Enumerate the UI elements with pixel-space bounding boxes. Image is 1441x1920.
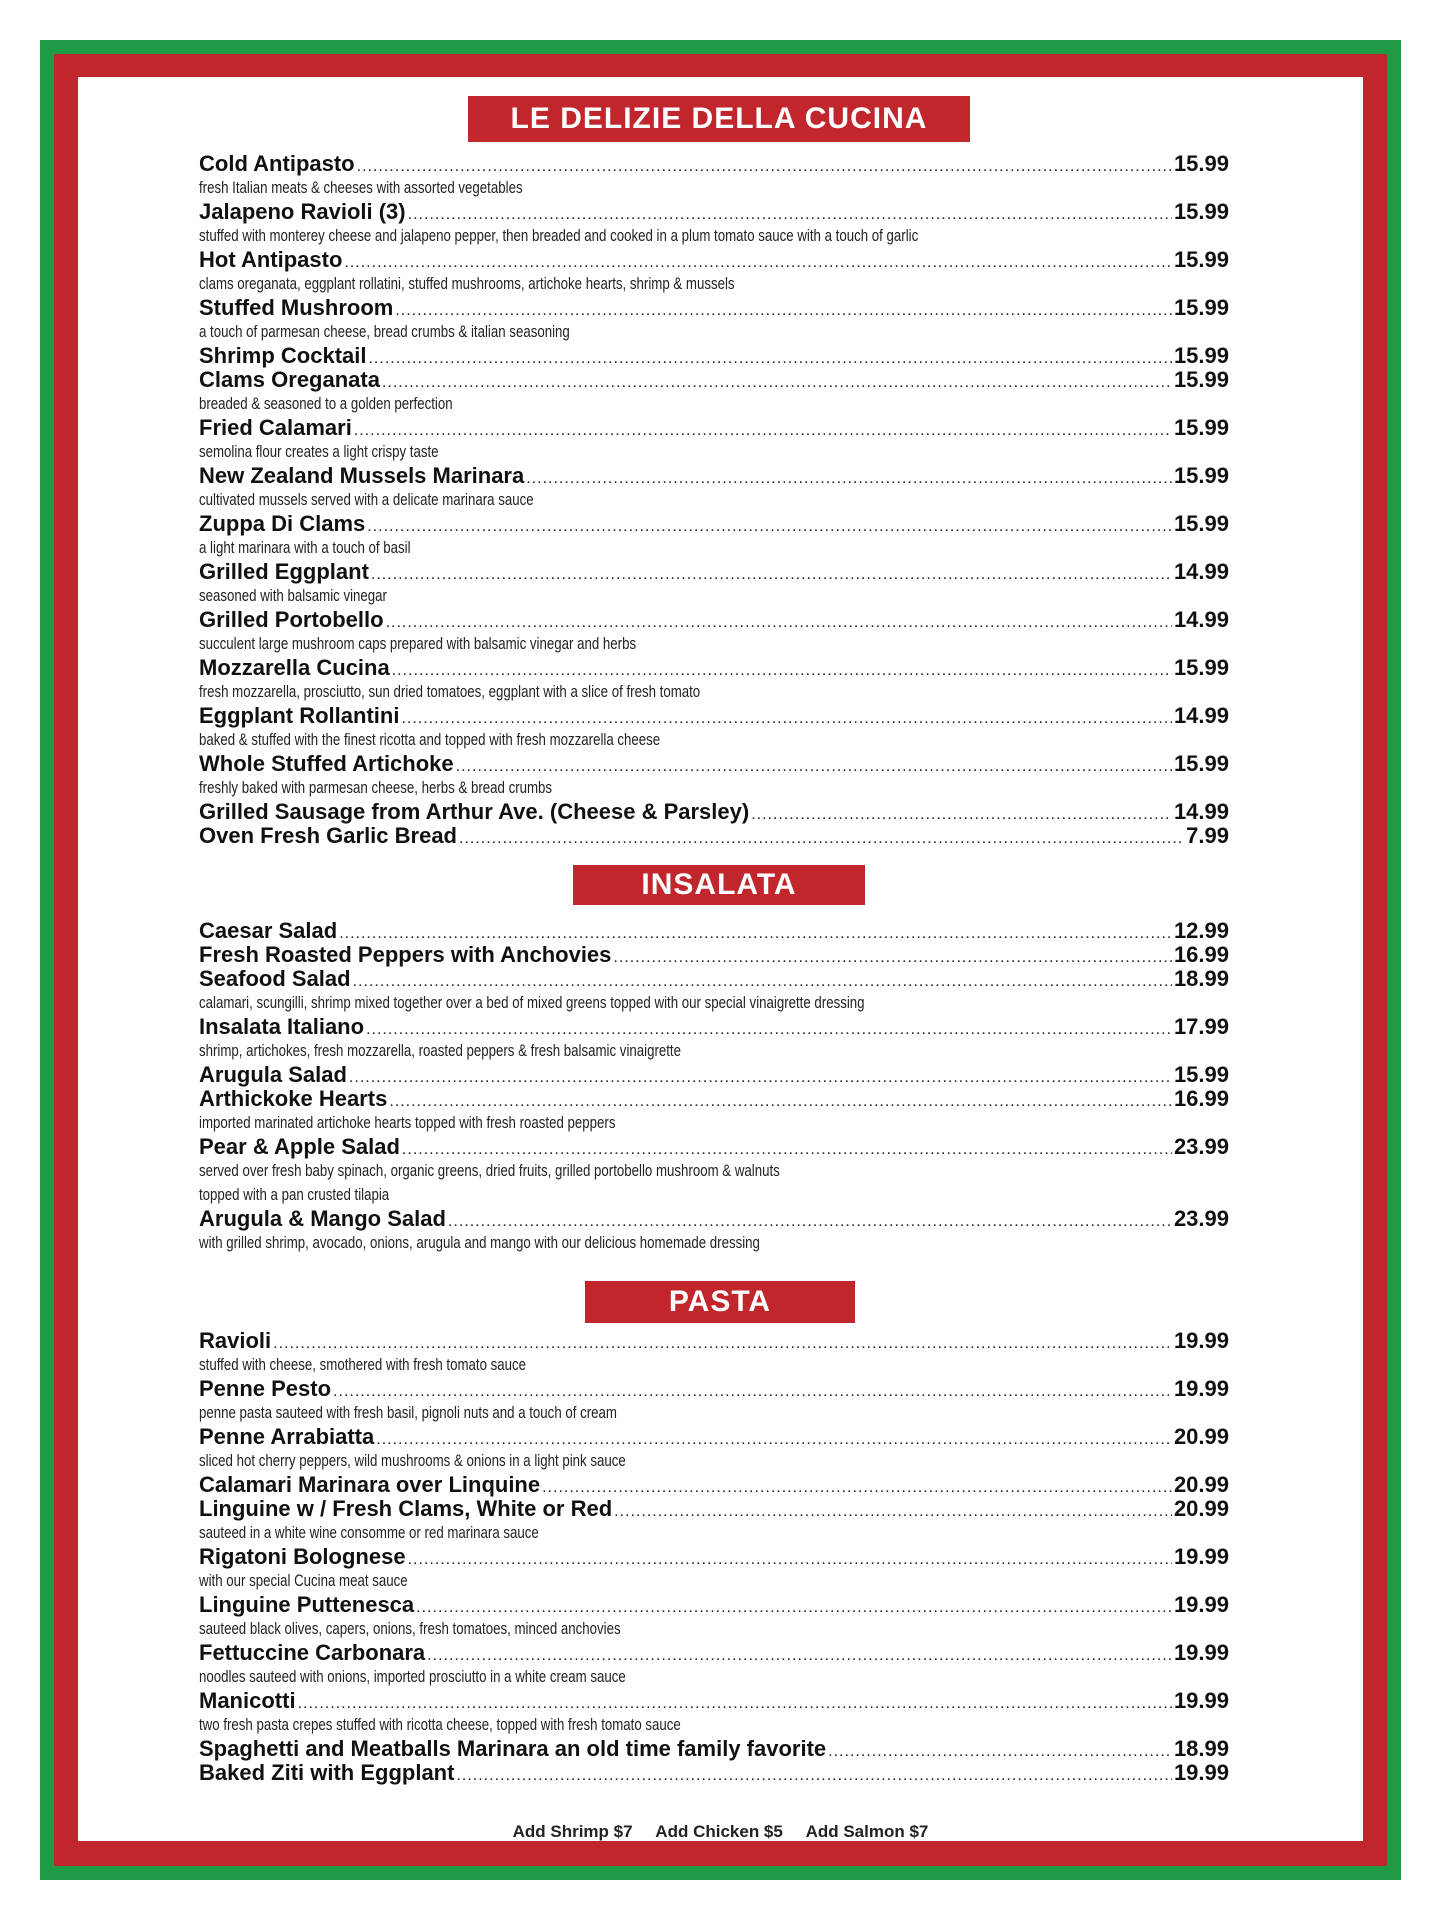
menu-item-description: shrimp, artichokes, fresh mozzarella, roasted peppers & fresh balsamic vinaigrette [199, 1041, 681, 1060]
menu-item-line [199, 967, 1229, 991]
menu-item [199, 1545, 1229, 1593]
menu-item-name: Calamari Marinara over Linquine [199, 1472, 541, 1497]
menu-item [199, 800, 1229, 824]
section-pasta [199, 1329, 1229, 1785]
menu-item-description: with our special Cucina meat sauce [199, 1571, 408, 1590]
menu-item-line [199, 1425, 1229, 1449]
menu-item-price: 15.99 [1173, 367, 1229, 392]
menu-item-description: seasoned with balsamic vinegar [199, 586, 387, 605]
section-delizie [199, 152, 1229, 848]
menu-item-description: baked & stuffed with the finest ricotta and topped with fresh mozzarella cheese [199, 730, 661, 749]
menu-item-description: sliced hot cherry peppers, wild mushrooms & onions in a light pink sauce [199, 1451, 626, 1470]
menu-item-description: penne pasta sauteed with fresh basil, pignoli nuts and a touch of cream [199, 1403, 617, 1422]
menu-item [199, 464, 1229, 512]
menu-item [199, 1207, 1229, 1255]
menu-item-description: stuffed with cheese, smothered with fresh tomato sauce [199, 1355, 527, 1374]
menu-item-price: 14.99 [1173, 799, 1229, 824]
menu-item [199, 824, 1229, 848]
menu-item [199, 1377, 1229, 1425]
menu-item [199, 967, 1229, 1015]
menu-item-name: Fresh Roasted Peppers with Anchovies [199, 942, 612, 967]
menu-item-line [199, 943, 1229, 967]
menu-item-price: 18.99 [1173, 1736, 1229, 1761]
menu-item-price: 18.99 [1173, 966, 1229, 991]
add-on-salmon: Add Salmon $7 [805, 1822, 929, 1841]
menu-item-price: 7.99 [1186, 823, 1229, 848]
menu-item [199, 512, 1229, 560]
menu-item-line [199, 800, 1229, 824]
menu-item-name: Linguine w / Fresh Clams, White or Red [199, 1496, 613, 1521]
menu-item-line [199, 704, 1229, 728]
menu-item-price: 15.99 [1173, 151, 1229, 176]
menu-item-price: 19.99 [1173, 1760, 1229, 1785]
menu-item-price: 19.99 [1173, 1376, 1229, 1401]
menu-item-price: 15.99 [1173, 415, 1229, 440]
menu-item-line [199, 416, 1229, 440]
menu-item-description: noodles sauteed with onions, imported prosciutto in a white cream sauce [199, 1667, 626, 1686]
menu-item-name: Fried Calamari [199, 415, 352, 440]
menu-item-name: Penne Arrabiatta [199, 1424, 375, 1449]
menu-item-name: Penne Pesto [199, 1376, 332, 1401]
menu-item-line [199, 1329, 1229, 1353]
menu-item [199, 200, 1229, 248]
menu-item-line [199, 1497, 1229, 1521]
menu-item-line [199, 1015, 1229, 1039]
menu-item-name: Fettuccine Carbonara [199, 1640, 426, 1665]
menu-item-description: a touch of parmesan cheese, bread crumbs & italian seasoning [199, 322, 570, 341]
menu-item-price: 15.99 [1173, 655, 1229, 680]
menu-item-price: 15.99 [1173, 199, 1229, 224]
menu-item-name: Stuffed Mushroom [199, 295, 394, 320]
menu-item [199, 152, 1229, 200]
menu-item-name: Jalapeno Ravioli (3) [199, 199, 406, 224]
menu-item-name: Baked Ziti with Eggplant [199, 1760, 455, 1785]
add-ons-footer [0, 1822, 1441, 1842]
menu-item-price: 15.99 [1173, 511, 1229, 536]
menu-item-description: clams oreganata, eggplant rollatini, stuffed mushrooms, artichoke hearts, shrimp & mussels [199, 274, 735, 293]
menu-item-price: 15.99 [1173, 343, 1229, 368]
menu-item [199, 1425, 1229, 1473]
menu-item-line [199, 200, 1229, 224]
menu-item-name: Arugula & Mango Salad [199, 1206, 446, 1231]
menu-item-name: Seafood Salad [199, 966, 351, 991]
menu-item [199, 1761, 1229, 1785]
menu-item-price: 16.99 [1173, 942, 1229, 967]
menu-item [199, 416, 1229, 464]
menu-item-price: 12.99 [1173, 918, 1229, 943]
menu-item-line [199, 560, 1229, 584]
menu-item [199, 943, 1229, 967]
menu-item-price: 19.99 [1173, 1640, 1229, 1665]
menu-item-name: New Zealand Mussels Marinara [199, 463, 525, 488]
menu-item-name: Grilled Eggplant [199, 559, 369, 584]
menu-item-price: 23.99 [1173, 1134, 1229, 1159]
section-title-pasta: PASTA [585, 1281, 855, 1323]
menu-item-price: 23.99 [1173, 1206, 1229, 1231]
menu-item-description: stuffed with monterey cheese and jalapeno pepper, then breaded and cooked in a plum tomato sauce with a touch of garlic [199, 226, 919, 245]
menu-item-line [199, 1593, 1229, 1617]
menu-item-description: fresh mozzarella, prosciutto, sun dried tomatoes, eggplant with a slice of fresh tomato [199, 682, 701, 701]
menu-item-name: Arugula Salad [199, 1062, 347, 1087]
menu-item [199, 1087, 1229, 1135]
menu-item-line [199, 152, 1229, 176]
menu-item-line [199, 464, 1229, 488]
menu-item-line [199, 752, 1229, 776]
add-on-chicken: Add Chicken $5 [655, 1822, 783, 1841]
menu-item-price: 20.99 [1173, 1496, 1229, 1521]
menu-item-name: Hot Antipasto [199, 247, 343, 272]
menu-item-price: 19.99 [1173, 1688, 1229, 1713]
menu-item-price: 19.99 [1173, 1328, 1229, 1353]
menu-item-line [199, 656, 1229, 680]
menu-item-line [199, 344, 1229, 368]
menu-item-description: succulent large mushroom caps prepared with balsamic vinegar and herbs [199, 634, 637, 653]
menu-item-price: 14.99 [1173, 559, 1229, 584]
menu-item-line [199, 1063, 1229, 1087]
menu-item-name: Insalata Italiano [199, 1014, 365, 1039]
menu-item-name: Grilled Portobello [199, 607, 384, 632]
menu-item-price: 17.99 [1173, 1014, 1229, 1039]
menu-item-name: Shrimp Cocktail [199, 343, 367, 368]
menu-item-line [199, 1545, 1229, 1569]
menu-item [199, 296, 1229, 344]
menu-item [199, 1497, 1229, 1545]
menu-item-name: Manicotti [199, 1688, 296, 1713]
menu-item-price: 15.99 [1173, 463, 1229, 488]
section-insalata [199, 919, 1229, 1255]
menu-item [199, 1473, 1229, 1497]
menu-item-price: 20.99 [1173, 1472, 1229, 1497]
menu-item-line [199, 1689, 1229, 1713]
menu-item-description: sauteed black olives, capers, onions, fresh tomatoes, minced anchovies [199, 1619, 621, 1638]
menu-item-line [199, 1087, 1229, 1111]
menu-item-line [199, 1135, 1229, 1159]
menu-item-line [199, 1377, 1229, 1401]
menu-item [199, 1593, 1229, 1641]
menu-item-price: 19.99 [1173, 1544, 1229, 1569]
menu-item-line [199, 919, 1229, 943]
dot-leader [456, 1764, 1171, 1788]
menu-item [199, 1135, 1229, 1207]
menu-item-name: Spaghetti and Meatballs Marinara an old time family favorite [199, 1736, 827, 1761]
menu-item-line [199, 824, 1229, 848]
menu-item-description: breaded & seasoned to a golden perfection [199, 394, 453, 413]
dot-leader [459, 827, 1184, 851]
menu-item [199, 1737, 1229, 1761]
menu-item-description: imported marinated artichoke hearts topped with fresh roasted peppers [199, 1113, 616, 1132]
section-title-delizie: LE DELIZIE DELLA CUCINA [468, 96, 970, 142]
menu-item-price: 14.99 [1173, 607, 1229, 632]
menu-item-line [199, 1473, 1229, 1497]
menu-item-line [199, 608, 1229, 632]
menu-item-price: 19.99 [1173, 1592, 1229, 1617]
menu-item-name: Eggplant Rollantini [199, 703, 400, 728]
menu-item-line [199, 1737, 1229, 1761]
menu-item-name: Cold Antipasto [199, 151, 355, 176]
menu-item-name: Mozzarella Cucina [199, 655, 390, 680]
menu-item-name: Arthickoke Hearts [199, 1086, 388, 1111]
menu-item-price: 14.99 [1173, 703, 1229, 728]
menu-item [199, 1329, 1229, 1377]
menu-item-description: served over fresh baby spinach, organic greens, dried fruits, grilled portobello mushroom & walnuts [199, 1161, 780, 1180]
menu-item-line [199, 296, 1229, 320]
menu-item [199, 1063, 1229, 1087]
add-on-shrimp: Add Shrimp $7 [512, 1822, 633, 1841]
menu-item [199, 560, 1229, 608]
menu-item-name: Caesar Salad [199, 918, 338, 943]
menu-item-description: freshly baked with parmesan cheese, herbs & bread crumbs [199, 778, 553, 797]
menu-item [199, 919, 1229, 943]
menu-item-line [199, 248, 1229, 272]
section-title-insalata: INSALATA [573, 865, 865, 905]
menu-item [199, 1015, 1229, 1063]
menu-item-description: sauteed in a white wine consomme or red marinara sauce [199, 1523, 539, 1542]
menu-item [199, 656, 1229, 704]
menu-item-name: Zuppa Di Clams [199, 511, 366, 536]
menu-item [199, 752, 1229, 800]
menu-item-description: cultivated mussels served with a delicate marinara sauce [199, 490, 534, 509]
menu-item-name: Grilled Sausage from Arthur Ave. (Cheese & Parsley) [199, 799, 750, 824]
menu-item-name: Whole Stuffed Artichoke [199, 751, 454, 776]
menu-item-description: two fresh pasta crepes stuffed with ricotta cheese, topped with fresh tomato sauce [199, 1715, 681, 1734]
menu-item-line [199, 368, 1229, 392]
menu-item-line [199, 1207, 1229, 1231]
menu-item [199, 608, 1229, 656]
menu-item-name: Ravioli [199, 1328, 272, 1353]
menu-item-name: Pear & Apple Salad [199, 1134, 400, 1159]
menu-item-price: 15.99 [1173, 751, 1229, 776]
menu-item-name: Clams Oreganata [199, 367, 380, 392]
menu-item [199, 344, 1229, 368]
menu-item [199, 704, 1229, 752]
menu-item-price: 15.99 [1173, 247, 1229, 272]
menu-item-price: 20.99 [1173, 1424, 1229, 1449]
menu-item-description: fresh Italian meats & cheeses with assorted vegetables [199, 178, 523, 197]
menu-item-name: Rigatoni Bolognese [199, 1544, 406, 1569]
menu-item-description: topped with a pan crusted tilapia [199, 1185, 390, 1204]
menu-item-line [199, 512, 1229, 536]
menu-item-description: with grilled shrimp, avocado, onions, arugula and mango with our delicious homemade dressing [199, 1233, 760, 1252]
menu-item-name: Linguine Puttenesca [199, 1592, 415, 1617]
menu-item-description: a light marinara with a touch of basil [199, 538, 411, 557]
menu-item-line [199, 1761, 1229, 1785]
menu-item-price: 15.99 [1173, 1062, 1229, 1087]
menu-item-price: 15.99 [1173, 295, 1229, 320]
menu-item-description: semolina flour creates a light crispy taste [199, 442, 439, 461]
menu-item [199, 368, 1229, 416]
menu-item-line [199, 1641, 1229, 1665]
menu-item [199, 1641, 1229, 1689]
menu-item-price: 16.99 [1173, 1086, 1229, 1111]
menu-item-name: Oven Fresh Garlic Bread [199, 823, 457, 848]
menu-item [199, 248, 1229, 296]
menu-item [199, 1689, 1229, 1737]
menu-item-description: calamari, scungilli, shrimp mixed together over a bed of mixed greens topped with our special vinaigrette dressing [199, 993, 865, 1012]
